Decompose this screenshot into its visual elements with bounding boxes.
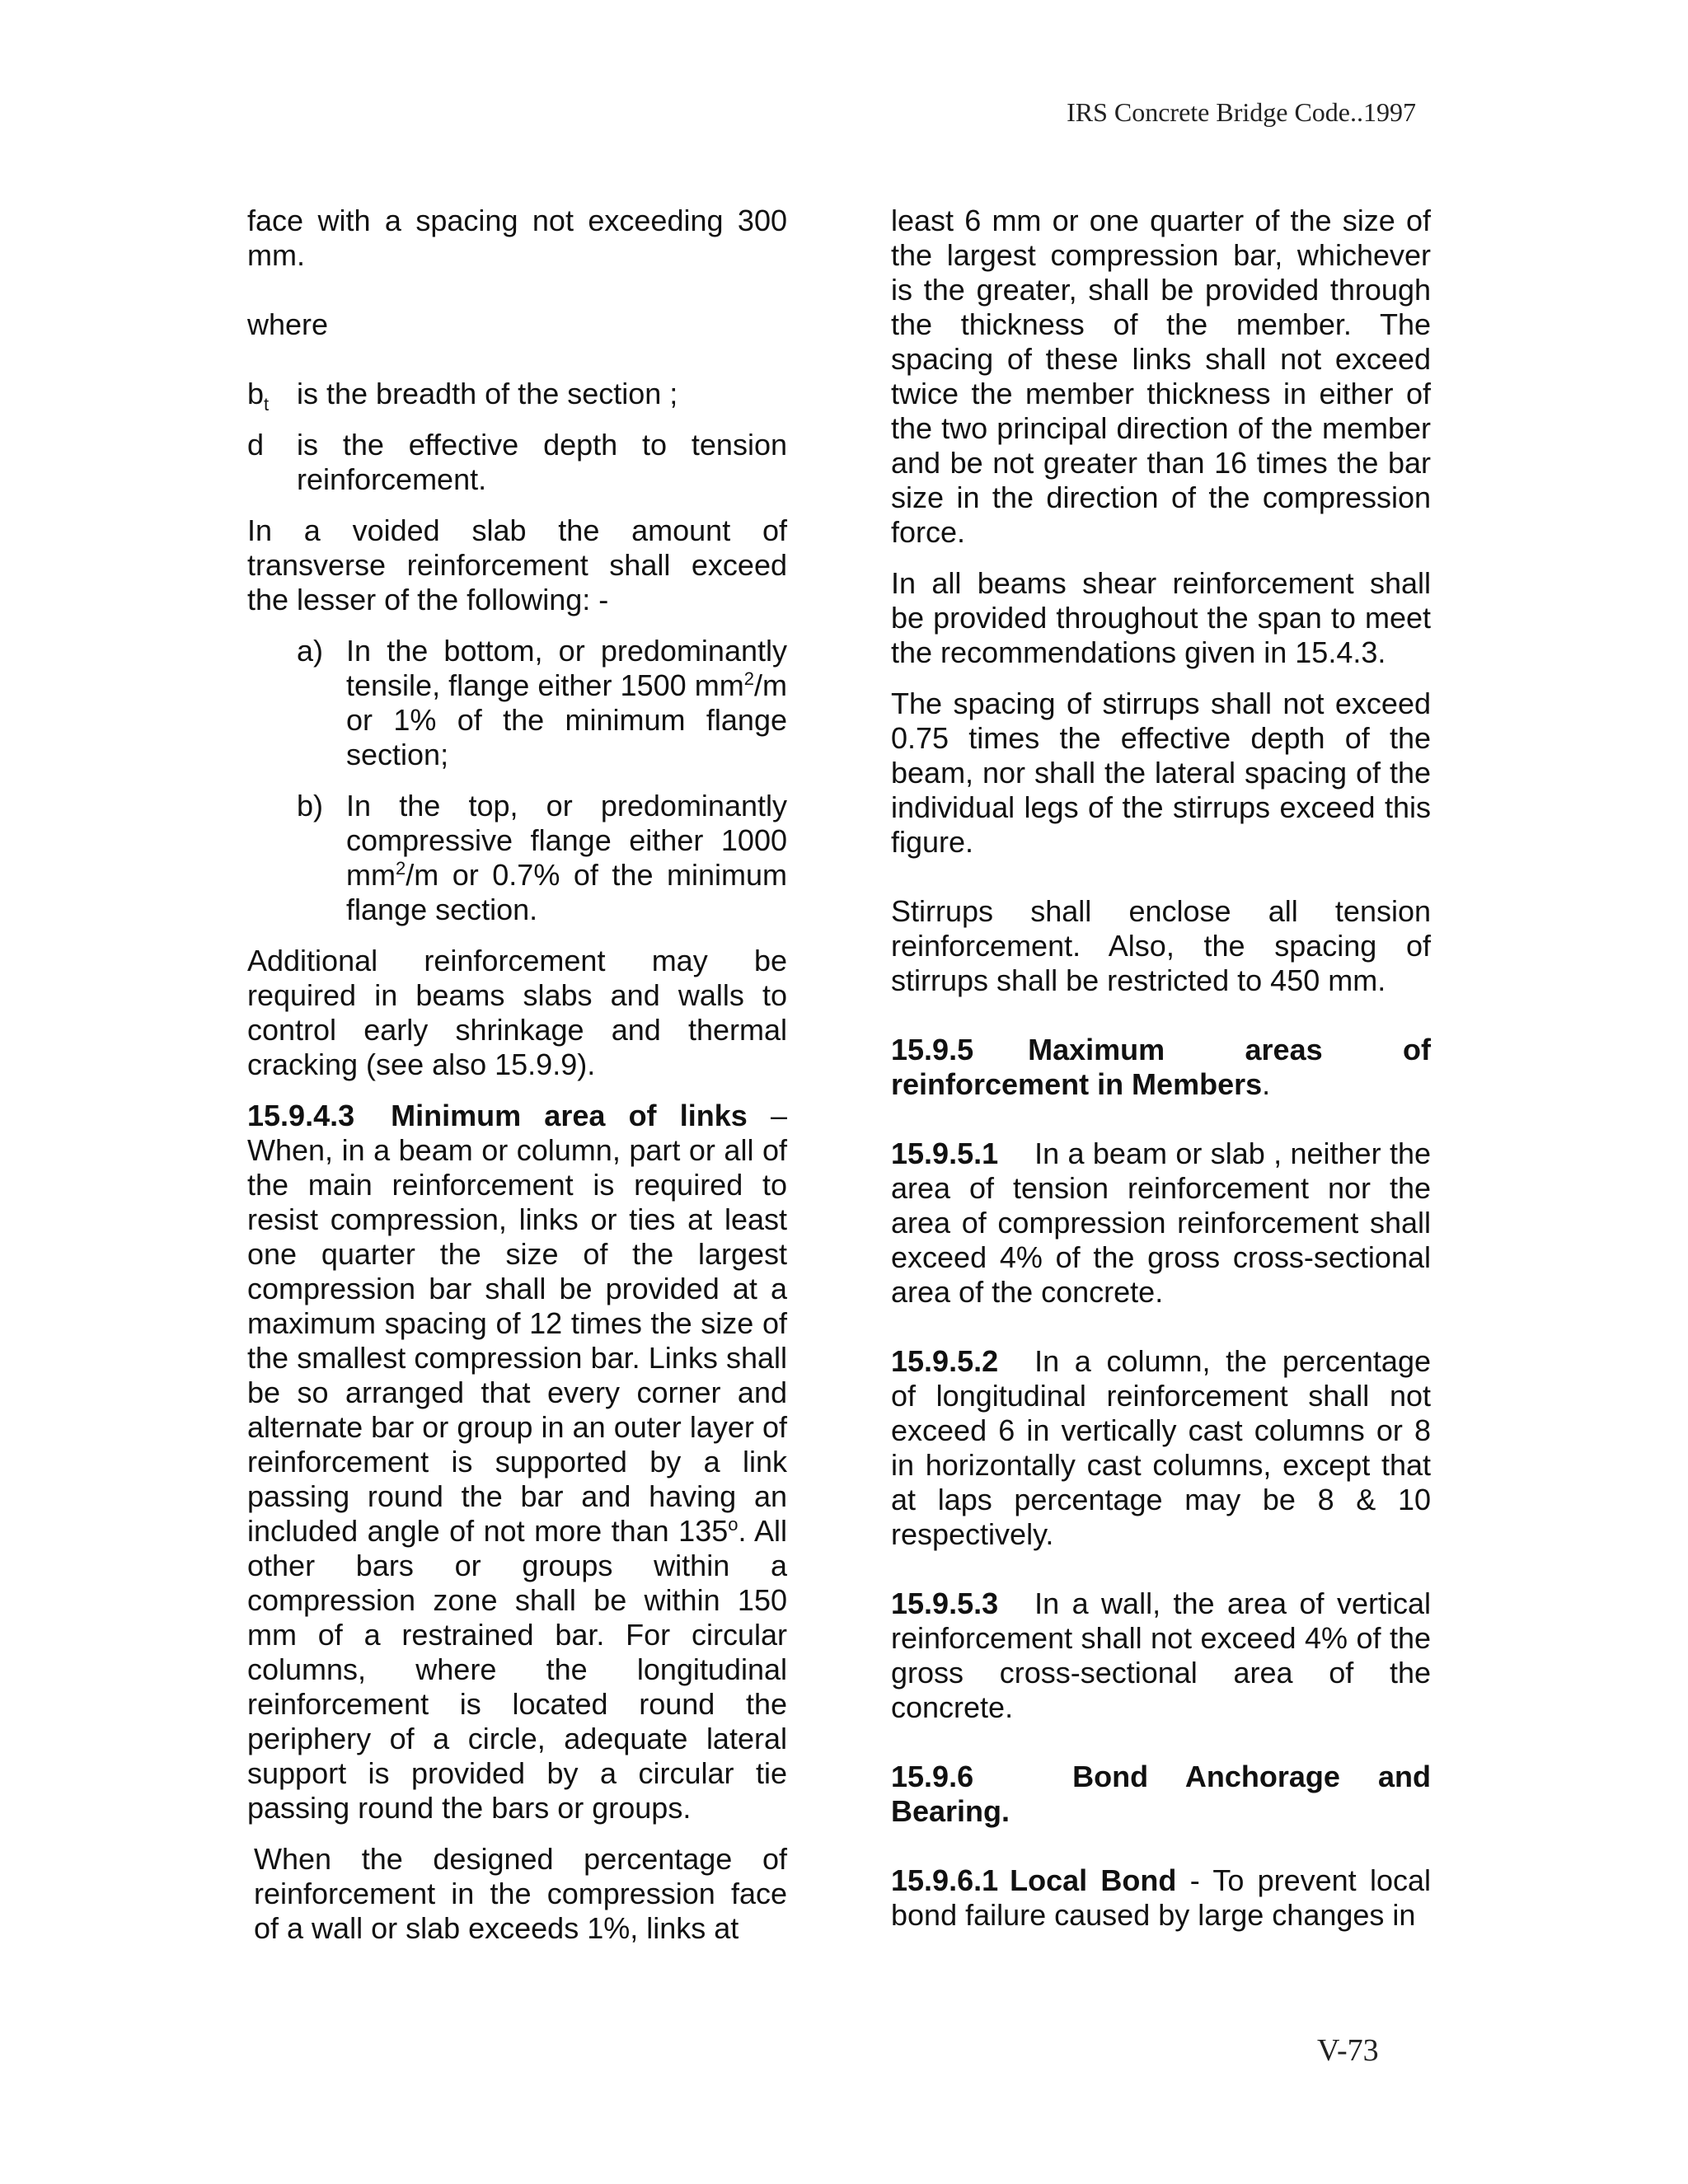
section-number: 15.9.5.3 xyxy=(891,1586,999,1620)
section-15-9-4-3: 15.9.4.3 Minimum area of links – When, in a beam or column, part or all of the main reinforcement is required to resist compression, links or ties at least one quarter the size of the largest compression bar shall be provided at a maximum spacing of 12 times the size of the smallest compression bar. Links shall be so arranged that every corner and alternate bar or group in an outer layer of reinforcement is supported by a link passing round the bar and having an included angle of not more than 135$^o$. All other bars or groups within a compression zone shall be within 150 mm of a restrained bar. For circular columns, where the longitudinal reinforcement is located round the periphery of a circle, adequate lateral support is provided by a circular tie passing round the bars or groups. xyxy=(247,1099,787,1825)
section-15-9-5-1: 15.9.5.1 In a beam or slab , neither the area of tension reinforcement nor the area of compression reinforcement shall exceed 4% of the gross cross-sectional area of the concrete. xyxy=(891,1137,1431,1309)
section-number: 15.9.6 xyxy=(891,1760,974,1793)
section-number: 15.9.5.2 xyxy=(891,1344,999,1378)
section-15-9-5-3: 15.9.5.3 In a wall, the area of vertical reinforcement shall not exceed 4% of the gross cross-sectional area of the concrete. xyxy=(891,1586,1431,1724)
list-item-b xyxy=(297,789,787,927)
list-item-a-text: In the bottom, or predominantly tensile, flange either 1500 $mm^2/m$ or 1% of the minimum flange section; xyxy=(346,634,787,771)
list-item-a-label: a) xyxy=(297,634,324,668)
list-item-b-text: In the top, or predominantly compressive flange either 1000 $mm^2/m$ or 0.7% of the minimum flange section. xyxy=(346,789,787,926)
list-item-a xyxy=(297,634,787,772)
paragraph-beams-shear: In all beams shear reinforcement shall be provided throughout the span to meet the recommendations given in 15.4.3. xyxy=(891,566,1431,669)
paragraph-spacing: face with a spacing not exceeding 300 mm. xyxy=(247,204,787,272)
section-15-9-6-heading xyxy=(891,1760,1431,1829)
left-column xyxy=(247,204,787,1962)
running-header: IRS Concrete Bridge Code..1997 xyxy=(1067,97,1416,127)
symbol-d: d xyxy=(247,428,265,462)
paragraph-voided-slab: In a voided slab the amount of transverse reinforcement shall exceed the lesser of the following: - xyxy=(247,513,787,616)
definition-d xyxy=(247,428,787,497)
section-number: 15.9.4.3 xyxy=(247,1099,355,1132)
section-number: 15.9.5.1 xyxy=(891,1137,999,1170)
section-title: Maximum areas of reinforcement in Members xyxy=(891,1033,1431,1101)
right-column xyxy=(891,204,1431,1949)
section-15-9-5-2: 15.9.5.2 In a column, the percentage of longitudinal reinforcement shall not exceed 6 in vertically cast columns or 8 in horizontally cast columns, except that at laps percentage may be 8 & 10 respectively. xyxy=(891,1344,1431,1551)
paragraph-link-continuation: least 6 mm or one quarter of the size of the largest compression bar, whichever is the greater, shall be provided through the thickness of the member. The spacing of these links shall not exceed twice the member thickness in either of the two principal direction of the member and be not greater than 16 times the bar size in the direction of the compression force. xyxy=(891,204,1431,549)
paragraph-additional-reinforcement: Additional reinforcement may be required in beams slabs and walls to control early shrinkage and thermal cracking (see also 15.9.9). xyxy=(247,944,787,1081)
section-number: 15.9.5 xyxy=(891,1033,974,1066)
page-number: V-73 xyxy=(1317,2033,1379,2068)
definition-d-text: is the effective depth to tension reinforcement. xyxy=(297,428,787,496)
paragraph-designed-percentage: When the designed percentage of reinforcement in the compression face of a wall or slab exceeds 1%, links at xyxy=(254,1842,787,1945)
section-title: Minimum area of links xyxy=(391,1099,748,1132)
section-title: Local Bond xyxy=(1010,1863,1177,1897)
section-title: Bond Anchorage and Bearing. xyxy=(891,1760,1431,1828)
paragraph-stirrups-enclose: Stirrups shall enclose all tension reinforcement. Also, the spacing of stirrups shall be restricted to 450 mm. xyxy=(891,894,1431,997)
section-15-9-6-1: 15.9.6.1 Local Bond - To prevent local bond failure caused by large changes in xyxy=(891,1863,1431,1932)
list-item-b-label: b) xyxy=(297,789,324,823)
section-number: 15.9.6.1 xyxy=(891,1863,999,1897)
definition-bt-text: is the breadth of the section ; xyxy=(297,377,678,410)
section-15-9-5-heading: 15.9.5 Maximum areas of reinforcement in Members. xyxy=(891,1033,1431,1101)
symbol-bt: $b_t$ xyxy=(247,377,270,415)
definition-bt xyxy=(247,377,787,415)
paragraph-stirrup-spacing: The spacing of stirrups shall not exceed 0.75 times the effective depth of the beam, nor shall the lateral spacing of the individual legs of the stirrups exceed this figure. xyxy=(891,687,1431,859)
where-label: where xyxy=(247,307,329,341)
